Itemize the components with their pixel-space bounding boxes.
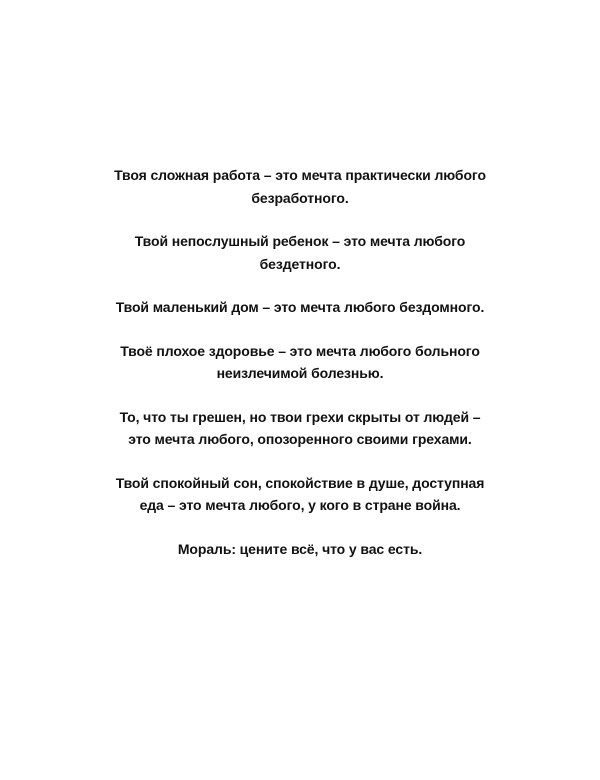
paragraph-work [40,164,560,209]
text-line: Твоя сложная работа – это мечта практически любого [114,167,486,183]
text-line: безработного. [251,189,349,206]
paragraph-sins [40,406,560,451]
text-line: Мораль: цените всё, что у вас есть. [177,540,423,557]
text-line: То, что ты грешен, но твои грехи скрыты от людей – [119,408,481,425]
paragraph-house [40,296,560,319]
text-line: неизлечимой болезнью. [216,365,384,381]
text-line: Твой спокойный сон, спокойствие в душе, доступная [115,474,485,491]
text-line: еда – это мечта любого, у кого в стране война. [139,497,461,513]
paragraph-child [40,230,560,275]
paragraph-health [40,340,560,385]
text-line: Твоё плохое здоровье – это мечта любого больного [120,342,480,359]
paragraph-peace [40,472,560,517]
text-line: Твой непослушный ребенок – это мечта любого [134,233,466,249]
text-content [40,164,560,581]
paragraph-moral [40,538,560,561]
text-line: Твой маленький дом – это мечта любого бездомного. [115,299,485,315]
text-line: бездетного. [259,255,341,272]
text-line: это мечта любого, опозоренного своими грехами. [128,431,472,447]
